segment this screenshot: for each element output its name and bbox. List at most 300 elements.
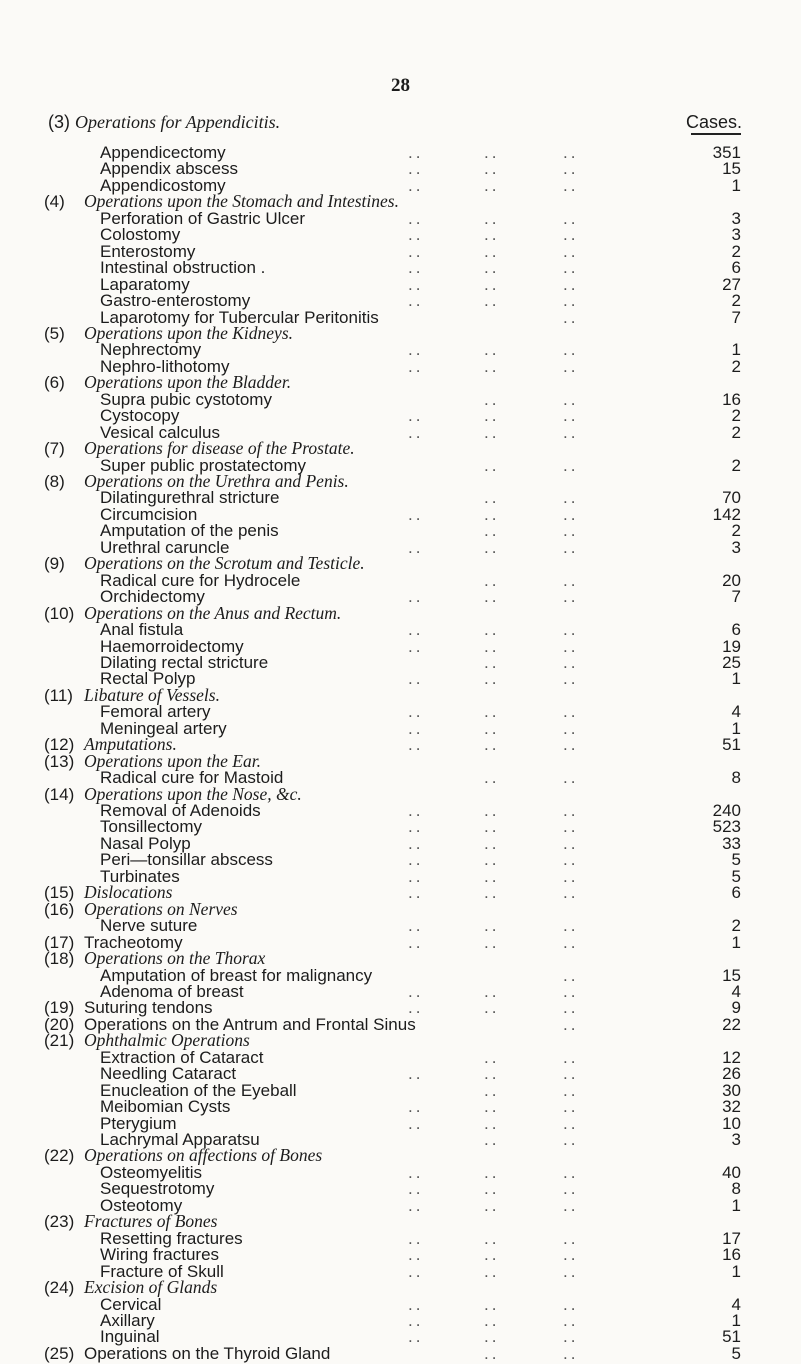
cases-value: 17 [722,1228,741,1248]
cases-value: 2 [731,422,741,442]
leader-dots: .. [408,998,424,1018]
section-row [0,1343,801,1364]
leader-dots: .. [563,291,579,310]
operation-label: Colostomy [100,225,181,245]
leader-dots: .. [484,735,500,755]
operation-label: Gastro-enterostomy [100,291,251,310]
leader-dots: .. [484,422,500,442]
leader-dots: .. [408,1162,424,1182]
leader-dots: .. [484,143,500,162]
operation-label: Enterostomy [100,241,196,261]
leader-dots: .. [408,406,424,426]
operation-label: Nasal Polyp [100,833,191,853]
operation-label: Laparotomy for Tubercular Peritonitis [100,307,379,327]
operation-label: Enucleation of the Eyeball [100,1080,297,1100]
cases-value: 2 [731,521,741,541]
cases-value: 6 [731,883,741,903]
section-number: (25) [44,1343,75,1363]
leader-dots: .. [563,521,579,541]
leader-dots: .. [563,1080,579,1100]
section-number: (8) [44,472,65,491]
cases-value: 25 [722,653,741,672]
section-number: (14) [44,784,75,804]
cases-value: 40 [722,1162,741,1182]
leader-dots: .. [484,817,500,837]
leader-dots: .. [484,1261,500,1281]
leader-dots: .. [563,488,579,508]
leader-dots: .. [563,1113,579,1133]
leader-dots: .. [484,1343,500,1363]
leader-dots: .. [484,1080,500,1100]
leader-dots: .. [484,455,500,475]
leader-dots: .. [563,965,579,985]
leader-dots: .. [408,866,424,886]
leader-dots: .. [408,833,424,853]
cases-value: 5 [731,1343,741,1363]
section-label: Operations upon the Kidneys. [84,322,294,343]
leader-dots: .. [484,850,500,870]
leader-dots: .. [408,225,424,245]
leader-dots: .. [484,932,500,952]
leader-dots: .. [563,1064,579,1084]
leader-dots: .. [484,636,500,656]
leader-dots: .. [563,1294,579,1314]
leader-dots: .. [563,883,579,903]
operation-label: Haemorroidectomy [100,636,244,656]
leader-dots: .. [484,406,500,426]
leader-dots: .. [563,817,579,837]
leader-dots: .. [484,1097,500,1117]
cases-value: 6 [731,620,741,639]
leader-dots: .. [408,258,424,278]
operation-label: Sequestrotomy [100,1179,215,1199]
leader-dots: .. [563,1014,579,1034]
leader-dots: .. [563,702,579,722]
leader-dots: .. [563,1195,579,1215]
cases-value: 2 [731,291,741,310]
operation-label: Axillary [100,1311,155,1330]
leader-dots: .. [408,850,424,870]
leader-dots: .. [484,653,500,672]
leader-dots: .. [563,653,579,672]
operation-label: Circumcision [100,504,198,524]
leader-dots: .. [484,768,500,788]
section-number: (17) [44,932,75,952]
leader-dots: .. [408,817,424,837]
operation-label: Resetting fractures [100,1228,243,1248]
leader-dots: .. [484,356,500,376]
leader-dots: .. [408,175,424,195]
leader-dots: .. [563,718,579,738]
cases-value: 3 [731,225,741,245]
section-number: (13) [44,751,75,771]
leader-dots: .. [408,208,424,228]
leader-dots: .. [563,620,579,639]
section-number: (20) [44,1014,75,1034]
section-label: Operations upon the Ear. [84,750,261,771]
cases-value: 33 [722,833,741,853]
leader-dots: .. [563,1245,579,1265]
section-number: (16) [44,899,75,919]
leader-dots: .. [563,175,579,195]
leader-dots: .. [563,537,579,557]
section-label: Fractures of Bones [84,1211,218,1232]
leader-dots: .. [484,981,500,1001]
leader-dots: .. [408,1327,424,1347]
leader-dots: .. [563,406,579,426]
leader-dots: .. [408,274,424,294]
leader-dots: .. [408,735,424,755]
cases-value: 1 [731,340,741,360]
leader-dots: .. [408,883,424,903]
leader-dots: .. [563,356,579,376]
operation-label: Nerve suture [100,916,198,936]
leader-dots: .. [563,274,579,294]
leader-dots: .. [408,916,424,936]
leader-dots: .. [563,833,579,853]
operation-label: Needling Cataract [100,1064,237,1084]
section-number: (5) [44,323,65,343]
section-number: (19) [44,998,75,1018]
cases-value: 32 [722,1097,741,1117]
leader-dots: .. [408,702,424,722]
leader-dots: .. [563,225,579,245]
operation-label: Cervical [100,1294,162,1314]
leader-dots: .. [484,504,500,524]
section-label: Operations upon the Stomach and Intestines. [84,191,399,212]
section-title: Operations for Appendicitis. [75,112,281,132]
leader-dots: .. [563,1343,579,1363]
leader-dots: .. [484,801,500,820]
cases-value: 20 [722,570,741,590]
operation-label: Lachrymal Apparatsu [100,1130,260,1149]
cases-value: 1 [731,718,741,738]
leader-dots: .. [563,916,579,936]
cases-value: 7 [731,587,741,607]
operation-label: Tonsillectomy [100,817,203,837]
section-number: (12) [44,735,75,755]
cases-value: 1 [731,1311,741,1330]
leader-dots: .. [408,636,424,656]
leader-dots: .. [563,1130,579,1149]
leader-dots: .. [484,1228,500,1248]
leader-dots: .. [408,143,424,162]
leader-dots: .. [563,669,579,689]
operation-label: Vesical calculus [100,422,221,442]
leader-dots: .. [408,340,424,360]
cases-value: 3 [731,1130,741,1149]
section-number: (22) [44,1146,75,1166]
cases-value: 142 [712,504,741,524]
section-number: (11) [44,685,73,705]
cases-value: 70 [722,488,741,508]
leader-dots: .. [484,208,500,228]
cases-value: 2 [731,455,741,475]
cases-value: 351 [712,143,741,162]
section-number: (9) [44,554,65,574]
leader-dots: .. [484,1327,500,1347]
leader-dots: .. [484,833,500,853]
operation-label: Supra pubic cystotomy [100,389,272,409]
leader-dots: .. [484,883,500,903]
leader-dots: .. [408,669,424,689]
leader-dots: .. [563,850,579,870]
leader-dots: .. [563,801,579,820]
section-label: Operations on Nerves [84,898,238,919]
cases-value: 30 [722,1080,741,1100]
operation-label: Anal fistula [100,620,184,639]
operation-label: Radical cure for Mastoid [100,768,284,788]
cases-value: 4 [731,702,741,722]
leader-dots: .. [484,175,500,195]
leader-dots: .. [563,143,579,162]
cases-column-header: Cases. [686,112,743,132]
leader-dots: .. [484,340,500,360]
cases-value: 1 [731,175,741,195]
cases-value: 2 [731,356,741,376]
operation-label: Nephrectomy [100,340,202,360]
operation-label: Femoral artery [100,702,211,722]
operation-label: Dilatingurethral stricture [100,488,280,508]
cases-value: 26 [722,1064,741,1084]
cases-value: 1 [731,932,741,952]
cases-value: 16 [722,389,741,409]
cases-value: 1 [731,669,741,689]
operation-label: Radical cure for Hydrocele [100,570,301,590]
leader-dots: .. [563,422,579,442]
leader-dots: .. [408,1064,424,1084]
section-number: (24) [44,1278,75,1297]
leader-dots: .. [563,932,579,952]
leader-dots: .. [563,570,579,590]
leader-dots: .. [408,241,424,261]
cases-value: 6 [731,258,741,278]
cases-value: 2 [731,406,741,426]
leader-dots: .. [563,241,579,261]
leader-dots: .. [563,208,579,228]
leader-dots: .. [484,1113,500,1133]
operation-label: Wiring fractures [100,1245,220,1265]
leader-dots: .. [408,1097,424,1117]
section-label: Operations for disease of the Prostate. [84,438,355,459]
leader-dots: .. [408,718,424,738]
operation-label: Removal of Adenoids [100,801,261,820]
operation-label: Laparatomy [100,274,190,294]
leader-dots: .. [484,702,500,722]
leader-dots: .. [563,1047,579,1067]
cases-value: 4 [731,981,741,1001]
leader-dots: .. [484,1311,500,1330]
leader-dots: .. [563,866,579,886]
section-number: (10) [44,603,75,623]
operation-label: Appendicectomy [100,143,226,162]
cases-value: 19 [722,636,741,656]
section-number: (4) [44,192,65,212]
cases-value: 8 [731,768,741,788]
cases-value: 1 [731,1195,741,1215]
leader-dots: .. [563,389,579,409]
section-number: (3) [48,112,70,132]
cases-value: 240 [712,801,741,820]
section-number: (18) [44,949,75,968]
section-number: (6) [44,373,65,393]
leader-dots: .. [484,1195,500,1215]
cases-value: 15 [722,159,741,179]
cases-value: 15 [722,965,741,985]
cases-value: 523 [712,817,741,837]
section-label: Operations on the Thyroid Gland [84,1343,331,1363]
section-heading [48,112,280,133]
leader-dots: .. [484,521,500,541]
operation-label: Intestinal obstruction . [100,258,266,278]
cases-value: 22 [722,1014,741,1034]
cases-value: 2 [731,241,741,261]
page-number: 28 [391,75,410,96]
leader-dots: .. [484,389,500,409]
operation-label: Urethral caruncle [100,537,230,557]
leader-dots: .. [563,1097,579,1117]
cases-value: 10 [722,1113,741,1133]
cases-value: 27 [722,274,741,294]
operation-label: Amputation of breast for malignancy [100,965,373,985]
leader-dots: .. [408,356,424,376]
leader-dots: .. [563,1261,579,1281]
cases-value: 12 [722,1047,741,1067]
section-label: Amputations. [84,734,177,755]
operation-label: Osteomyelitis [100,1162,203,1182]
leader-dots: .. [408,1179,424,1199]
leader-dots: .. [484,866,500,886]
leader-dots: .. [563,455,579,475]
leader-dots: .. [484,1294,500,1314]
leader-dots: .. [408,291,424,310]
leader-dots: .. [484,1047,500,1067]
operation-label: Dilating rectal stricture [100,653,269,672]
operation-label: Osteotomy [100,1195,183,1215]
section-label: Operations on the Antrum and Frontal Sinus [84,1014,416,1034]
cases-value: 3 [731,208,741,228]
operation-label: Extraction of Cataract [100,1047,264,1067]
leader-dots: .. [484,1130,500,1149]
section-label: Dislocations [84,882,173,903]
operation-label: Fracture of Skull [100,1261,224,1281]
section-label: Operations upon the Nose, &c. [84,783,302,804]
operation-label: Appendix abscess [100,159,238,179]
operation-label: Meningeal artery [100,718,227,738]
leader-dots: .. [563,1162,579,1182]
operation-label: Appendicostomy [100,175,226,195]
cases-header-rule [691,133,741,135]
section-label: Operations on the Urethra and Penis. [84,471,349,491]
leader-dots: .. [563,981,579,1001]
leader-dots: .. [563,1179,579,1199]
leader-dots: .. [408,587,424,607]
cases-value: 2 [731,916,741,936]
leader-dots: .. [408,801,424,820]
leader-dots: .. [484,537,500,557]
operation-label: Inguinal [100,1327,160,1347]
leader-dots: .. [408,1228,424,1248]
leader-dots: .. [563,340,579,360]
leader-dots: .. [484,1179,500,1199]
leader-dots: .. [408,1195,424,1215]
leader-dots: .. [484,570,500,590]
section-label: Operations upon the Bladder. [84,372,292,393]
cases-value: 7 [731,307,741,327]
leader-dots: .. [408,1311,424,1330]
leader-dots: .. [408,1113,424,1133]
leader-dots: .. [484,159,500,179]
leader-dots: .. [563,636,579,656]
operation-label: Perforation of Gastric Ulcer [100,208,306,228]
leader-dots: .. [484,258,500,278]
leader-dots: .. [484,241,500,261]
section-number: (23) [44,1212,75,1232]
section-number: (21) [44,1031,75,1051]
leader-dots: .. [563,768,579,788]
leader-dots: .. [484,488,500,508]
operation-label: Turbinates [100,866,180,886]
section-label: Libature of Vessels. [84,684,220,705]
leader-dots: .. [484,718,500,738]
leader-dots: .. [563,307,579,327]
section-label: Operations on the Anus and Rectum. [84,602,342,623]
leader-dots: .. [408,1294,424,1314]
leader-dots: .. [484,587,500,607]
leader-dots: .. [563,1327,579,1347]
cases-value: 9 [731,998,741,1018]
leader-dots: .. [484,1162,500,1182]
leader-dots: .. [484,225,500,245]
operation-label: Cystocopy [100,406,180,426]
leader-dots: .. [563,1228,579,1248]
leader-dots: .. [484,1064,500,1084]
section-label: Operations on affections of Bones [84,1145,323,1166]
cases-value: 3 [731,537,741,557]
cases-value: 8 [731,1179,741,1199]
leader-dots: .. [563,1311,579,1330]
operation-label: Super public prostatectomy [100,455,306,475]
leader-dots: .. [484,1245,500,1265]
cases-value: 5 [731,866,741,886]
leader-dots: .. [563,504,579,524]
leader-dots: .. [563,587,579,607]
operation-label: Nephro-lithotomy [100,356,230,376]
section-label: Operations on the Thorax [84,948,266,968]
leader-dots: .. [563,735,579,755]
leader-dots: .. [484,274,500,294]
leader-dots: .. [408,537,424,557]
section-label: Tracheotomy [84,932,183,952]
section-label: Suturing tendons [84,998,213,1018]
operation-label: Orchidectomy [100,587,205,607]
operation-label: Pterygium [100,1113,177,1133]
leader-dots: .. [408,1261,424,1281]
leader-dots: .. [408,159,424,179]
operation-label: Amputation of the penis [100,521,279,541]
leader-dots: .. [484,669,500,689]
cases-value: 16 [722,1245,741,1265]
leader-dots: .. [408,504,424,524]
section-label: Excision of Glands [84,1277,218,1297]
cases-value: 1 [731,1261,741,1281]
leader-dots: .. [563,998,579,1018]
section-label: Ophthalmic Operations [84,1030,250,1051]
operation-label: Peri—tonsillar abscess [100,850,273,870]
leader-dots: .. [484,998,500,1018]
section-number: (7) [44,439,65,459]
operation-label: Rectal Polyp [100,669,196,689]
